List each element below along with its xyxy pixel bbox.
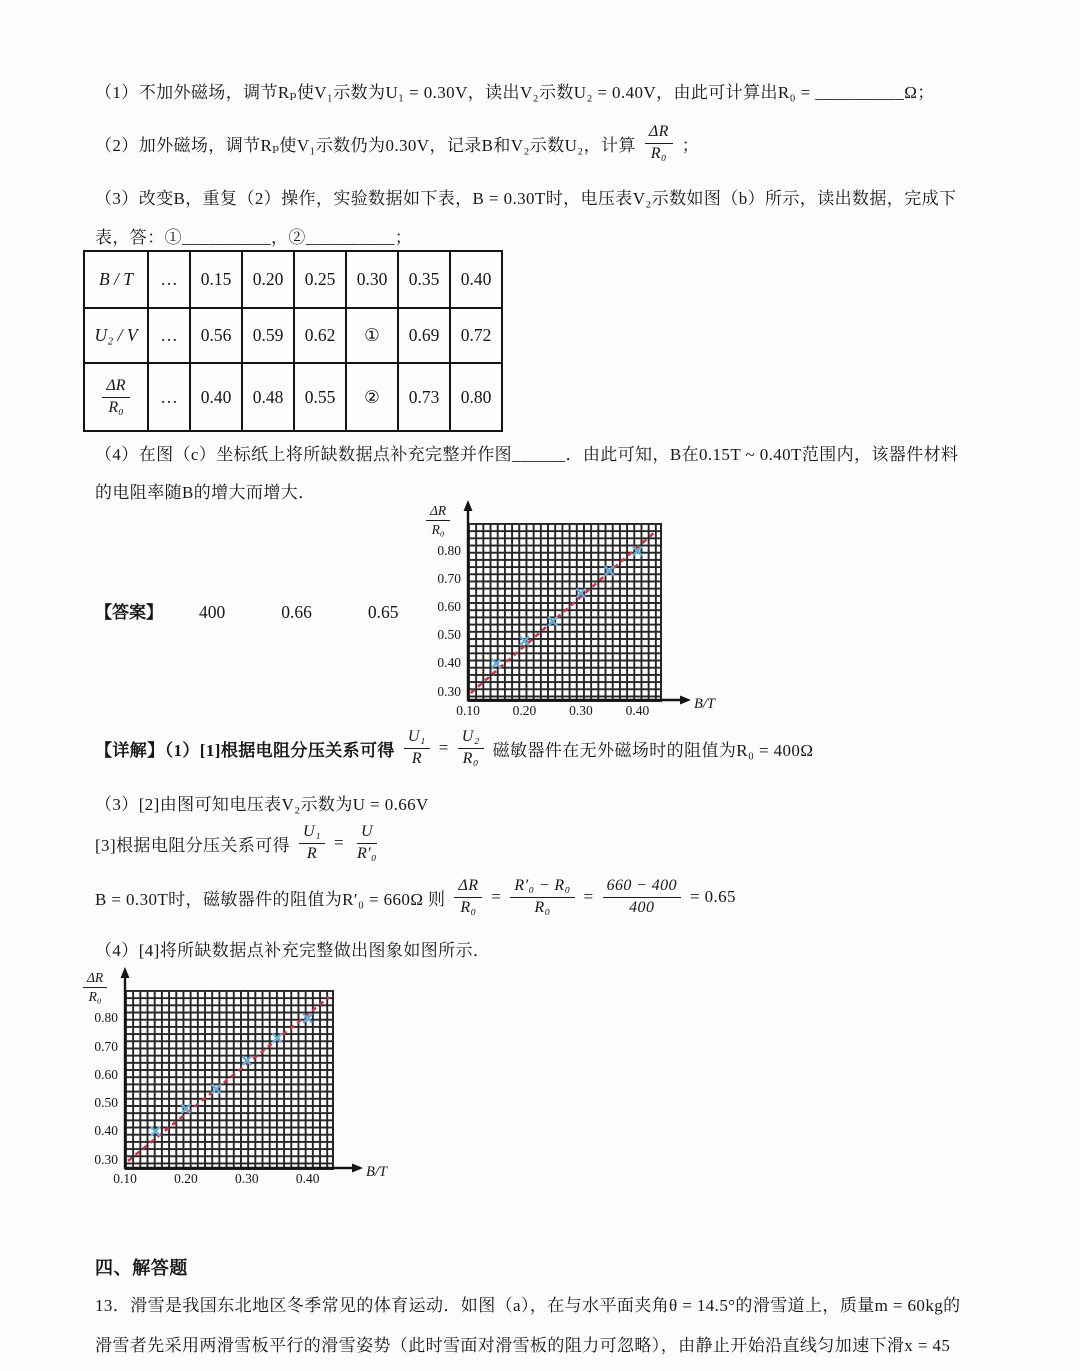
chart-figure-c [430, 503, 715, 718]
table-cell: ② [346, 363, 398, 431]
explanation-line-4 [95, 868, 736, 926]
result-value: = 0.65 [689, 887, 736, 906]
table-cell: 0.35 [398, 251, 450, 308]
row-label-b: B / T [84, 251, 148, 308]
table-cell: 0.48 [242, 363, 294, 431]
table-cell: 0.20 [242, 251, 294, 308]
y-tick-label: 0.70 [437, 571, 461, 587]
explanation-line-3-text: [3]根据电阻分压关系可得 [95, 835, 291, 855]
table-cell: … [148, 363, 190, 431]
delta-r-over-r0-fraction: $\frac{\Delta R}{\text{R₀}}$ [645, 123, 673, 163]
equals-sign: = [583, 887, 594, 906]
chart-answer [87, 970, 387, 1186]
question-step-3-line1: （3）改变B，重复（2）操作，实验数据如下表，B = 0.30T时，电压表V₂示数如图（b）所示，读出数据，完成下 [95, 189, 957, 208]
y-tick-label: 0.80 [94, 1010, 118, 1026]
row-label-u2: U₂ / V [84, 308, 148, 363]
table-cell: 0.40 [190, 363, 242, 431]
table-cell: ① [346, 308, 398, 363]
y-tick-label: 0.40 [437, 655, 461, 671]
y-tick-label: 0.70 [94, 1038, 118, 1054]
table-cell: 0.73 [398, 363, 450, 431]
y-tick-label: 0.60 [94, 1066, 118, 1082]
question-step-1: （1）不加外磁场，调节Rₚ使V₁示数为U₁ = 0.30V，读出V₂示数U₂ = 0.40V，由此可计算出R₀ = __________Ω； [95, 83, 935, 102]
equals-sign: = [491, 887, 502, 906]
table-cell: … [148, 251, 190, 308]
u1-over-r-fraction: $\frac{\text{U₁}}{R}$ [299, 823, 325, 863]
delta-r-over-r0-fraction: $\frac{\Delta R}{\text{R₀}}$ [102, 377, 129, 417]
explanation-label: 【详解】（1）[1]根据电阻分压关系可得 [95, 740, 395, 760]
chart-plot [430, 503, 715, 718]
table-cell: 0.30 [346, 251, 398, 308]
table-cell: … [148, 308, 190, 363]
table-cell: 0.40 [450, 251, 502, 308]
delta-r-over-r0-fraction: $\frac{\Delta R}{\text{R₀}}$ [454, 877, 482, 917]
x-tick-label: 0.40 [295, 1171, 320, 1186]
answer-value-3: 0.65 [367, 602, 399, 622]
answer-value-2: 0.66 [281, 602, 312, 622]
table-cell: 0.59 [242, 308, 294, 363]
table-cell: 0.55 [294, 363, 346, 431]
explanation-line-2: （3）[2]由图可知电压表V₂示数为U = 0.66V [95, 795, 429, 814]
y-tick-label: 0.50 [437, 627, 461, 643]
explanation-line-4-text: B = 0.30T时，磁敏器件的阻值为R′₀ = 660Ω 则 [95, 889, 446, 909]
question-step-4-line1: （4）在图（c）坐标纸上将所缺数据点补充完整并作图______．由此可知，B在0.15T ~ 0.40T范围内，该器件材料 [95, 445, 959, 464]
chart-overlay [125, 990, 332, 1168]
u-over-r0prime-fraction: $\frac{U}{\text{R′₀}}$ [356, 823, 377, 862]
x-axis-label: B/T [694, 696, 715, 712]
y-tick-label: 0.50 [94, 1095, 118, 1111]
y-tick-label: 0.40 [94, 1123, 118, 1139]
x-tick-label: 0.30 [234, 1171, 259, 1186]
x-tick-label: 0.40 [625, 703, 650, 718]
table-cell: 0.56 [190, 308, 242, 363]
u1-over-r-fraction: $\frac{\text{U₁}}{R}$ [404, 728, 430, 768]
u2-over-r0-fraction: $\frac{\text{U₂}}{\text{R₀}}$ [458, 728, 484, 768]
table-cell: 0.15 [190, 251, 242, 308]
question-step-4-line2: 的电阻率随B的增大而增大． [95, 483, 316, 502]
r0prime-minus-r0-fraction: $\frac{\text{R′₀ − R₀}}{\text{R₀}}$ [510, 877, 574, 917]
equals-sign: = [438, 738, 449, 757]
explanation-line-5: （4）[4]将所缺数据点补充完整做出图象如图所示． [95, 941, 491, 960]
answer-row [95, 598, 399, 623]
experiment-data-table [83, 250, 503, 432]
explanation-line-1-tail: 磁敏器件在无外磁场时的阻值为R₀ = 400Ω [492, 740, 814, 760]
chart-overlay [468, 523, 660, 700]
x-tick-label: 0.10 [456, 703, 480, 718]
x-tick-label: 0.10 [113, 1171, 137, 1186]
x-axis-label: B/T [366, 1164, 387, 1180]
answer-value-1: 400 [199, 602, 226, 622]
question-step-3-line2: 表，答：①__________，②__________； [95, 228, 413, 247]
x-tick-label: 0.20 [512, 703, 537, 718]
section-title: 四、解答题 [95, 1258, 188, 1278]
numeric-fraction: $\frac{660 - 400}{400}$ [603, 877, 681, 917]
y-tick-label: 0.30 [437, 683, 461, 699]
question-step-2-text: （2）加外磁场，调节Rₚ使V₁示数仍为0.30V，记录B和V₂示数U₂，计算 [95, 135, 636, 155]
table-row-ratio [84, 363, 502, 431]
row-label-ratio [84, 363, 148, 431]
y-tick-label: 0.60 [437, 599, 461, 615]
question-step-2-tail: ； [681, 135, 700, 155]
x-tick-label: 0.30 [569, 703, 593, 718]
question-13-line1: 13．滑雪是我国东北地区冬季常见的体育运动．如图（a），在与水平面夹角θ = 14.5°的滑雪道上，质量m = 60kg的 [95, 1296, 961, 1315]
y-axis-label [426, 503, 450, 537]
table-cell: 0.80 [450, 363, 502, 431]
delta-r-over-r0-fraction: $\frac{\Delta R}{\text{R₀}}$ [426, 503, 450, 537]
question-step-2 [95, 116, 699, 170]
y-axis-label [83, 970, 107, 1004]
table-cell: 0.62 [294, 308, 346, 363]
table-row-u2 [84, 308, 502, 363]
answer-label: 【答案】 [95, 603, 163, 622]
equals-sign: = [333, 833, 344, 852]
question-13-line2: 滑雪者先采用两滑雪板平行的滑雪姿势（此时雪面对滑雪板的阻力可忽略），由静止开始沿直线匀加速下滑x = 45 [95, 1336, 951, 1355]
y-tick-label: 0.30 [94, 1151, 118, 1167]
y-tick-label: 0.80 [437, 543, 461, 559]
explanation-line-3 [95, 815, 383, 871]
chart-plot [87, 970, 387, 1186]
explanation-line-1 [95, 720, 813, 776]
x-tick-label: 0.20 [174, 1171, 198, 1186]
table-cell: 0.25 [294, 251, 346, 308]
table-cell: 0.72 [450, 308, 502, 363]
table-cell: 0.69 [398, 308, 450, 363]
delta-r-over-r0-fraction: $\frac{\Delta R}{\text{R₀}}$ [83, 970, 107, 1004]
table-row-b [84, 251, 502, 308]
